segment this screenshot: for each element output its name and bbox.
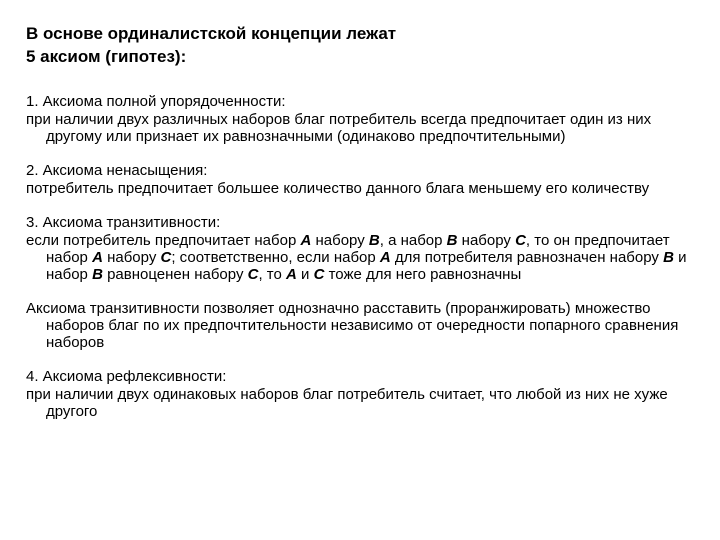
axiom-3-heading: 3. Аксиома транзитивности: — [26, 214, 221, 231]
text-run: равноценен набору — [102, 266, 248, 283]
text-run: для потребителя равнозначен набору — [390, 249, 664, 266]
axiom-2-heading: 2. Аксиома ненасыщения: — [26, 162, 208, 179]
axiom-4-heading: 4. Аксиома рефлексивности: — [26, 368, 227, 385]
slide — [26, 22, 706, 437]
text-run: ; соответственно, если набор — [171, 249, 380, 266]
text-run: , то — [258, 266, 287, 283]
set-b: B — [663, 249, 674, 266]
text-run: и — [296, 266, 314, 283]
text-run: и набор — [46, 249, 687, 283]
text-run: набору — [102, 249, 161, 266]
title-line-2: 5 аксиом (гипотез): — [26, 47, 187, 66]
text-run: набору — [457, 232, 516, 249]
transitivity-note — [26, 300, 706, 351]
axiom-2-text: потребитель предпочитает большее количество данного блага меньшему его количеству — [26, 180, 650, 197]
axiom-4-text: при наличии двух одинаковых наборов благ потребитель считает, что любой из них не хуже другого — [26, 386, 668, 420]
set-c: C — [247, 266, 259, 283]
axiom-1-text: при наличии двух различных наборов благ потребитель всегда предпочитает один из них другому или признает их равнозначными (одинаково предпочтительными) — [26, 111, 652, 145]
title-line-1: В основе ординалистской концепции лежат — [26, 24, 397, 43]
axiom-3-text — [26, 232, 706, 283]
set-c: C — [515, 232, 526, 249]
set-b: B — [446, 232, 458, 249]
axiom-3 — [26, 214, 706, 283]
set-a: A — [300, 232, 312, 249]
axiom-1-heading: 1. Аксиома полной упорядоченности: — [26, 93, 286, 110]
text-run: если потребитель предпочитает набор — [26, 232, 301, 249]
slide-title — [26, 22, 706, 68]
transitivity-note-text: Аксиома транзитивности позволяет однозначно расставить (проранжировать) множество наборов благ по их предпочтительности независимо от очередности попарного сравнения наборов — [26, 300, 679, 351]
axiom-4 — [26, 368, 706, 420]
text-run: , то он предпочитает набор — [46, 232, 670, 266]
set-c: C — [313, 266, 325, 283]
axiom-2 — [26, 162, 706, 197]
text-run: тоже для него равнозначны — [324, 266, 522, 283]
set-b: B — [368, 232, 380, 249]
set-c: C — [160, 249, 172, 266]
set-a: A — [379, 249, 391, 266]
axiom-1 — [26, 93, 706, 145]
text-run: набору — [311, 232, 369, 249]
set-a: A — [92, 249, 103, 266]
set-a: A — [286, 266, 297, 283]
text-run: , а набор — [379, 232, 447, 249]
set-b: B — [92, 266, 103, 283]
